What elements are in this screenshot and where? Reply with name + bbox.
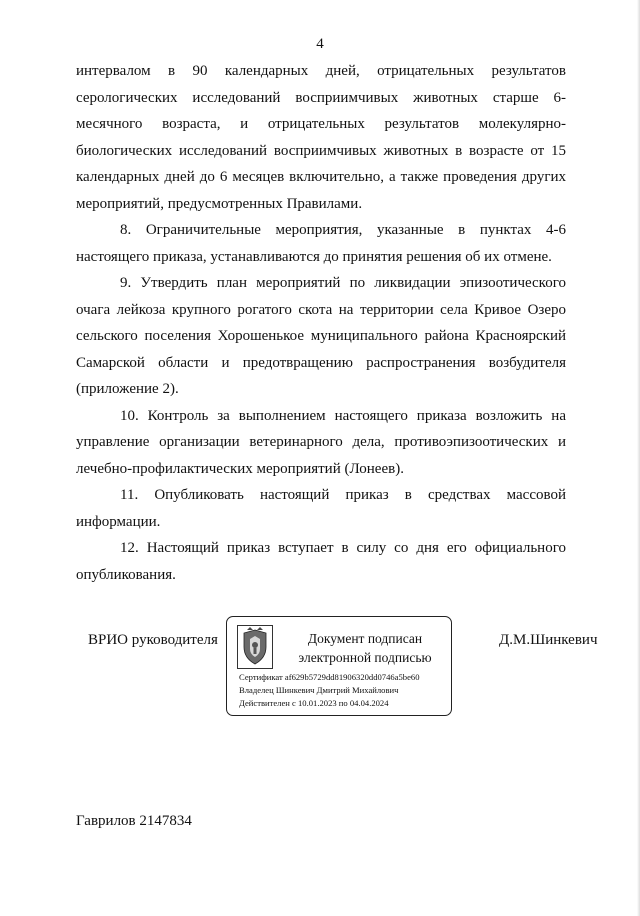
paragraph-item-12: 12. Настоящий приказ вступает в силу со дня его официального опубликования. bbox=[76, 540, 566, 583]
paragraph-item-8: 8. Ограничительные мероприятия, указанные в пунктах 4-6 настоящего приказа, устанавливаются до принятия решения об их отмене. bbox=[76, 222, 566, 265]
coat-of-arms-icon bbox=[237, 625, 273, 669]
signer-position: ВРИО руководителя bbox=[88, 632, 218, 648]
esig-title-line2: электронной подписью bbox=[298, 650, 432, 665]
esig-title bbox=[285, 629, 445, 667]
electronic-signature-stamp bbox=[226, 616, 452, 716]
esig-owner: Владелец Шинкевич Дмитрий Михайлович bbox=[239, 685, 399, 695]
esig-details bbox=[239, 671, 449, 710]
esig-certificate: Сертификат af629b5729dd81906320dd0746a5be60 bbox=[239, 672, 420, 682]
esig-title-line1: Документ подписан bbox=[307, 631, 423, 646]
paragraph-item-11: 11. Опубликовать настоящий приказ в средствах массовой информации. bbox=[76, 487, 566, 530]
paragraph-item-9: 9. Утвердить план мероприятий по ликвидации эпизоотического очага лейкоза крупного рогатого скота на территории села Кривое Озеро сельского поселения Хорошенькое муниципального района Красноярский Самарской области и предотвращению распространения возбудителя (приложение 2). bbox=[76, 275, 566, 397]
document-author: Гаврилов 2147834 bbox=[76, 813, 192, 829]
page-number: 4 bbox=[316, 36, 324, 52]
esig-validity: Действителен с 10.01.2023 по 04.04.2024 bbox=[239, 698, 389, 708]
paragraph-item-10: 10. Контроль за выполнением настоящего приказа возложить на управление организации ветеринарного дела, противоэпизоотических и лечебно-профилактических мероприятий (Лонеев). bbox=[76, 407, 566, 477]
signer-name: Д.М.Шинкевич bbox=[499, 632, 598, 648]
document-body bbox=[76, 58, 566, 588]
signature-block bbox=[0, 614, 640, 724]
paragraph-continuation: интервалом в 90 календарных дней, отрицательных результатов серологических исследований восприимчивых животных старше 6-месячного возраста, и отрицательных результатов молекулярно-биологических исследований восприимчивых животных в возрасте от 15 календарных дней до 6 месяцев включительно, а также проведения других мероприятий, предусмотренных Правилами. bbox=[76, 63, 566, 212]
